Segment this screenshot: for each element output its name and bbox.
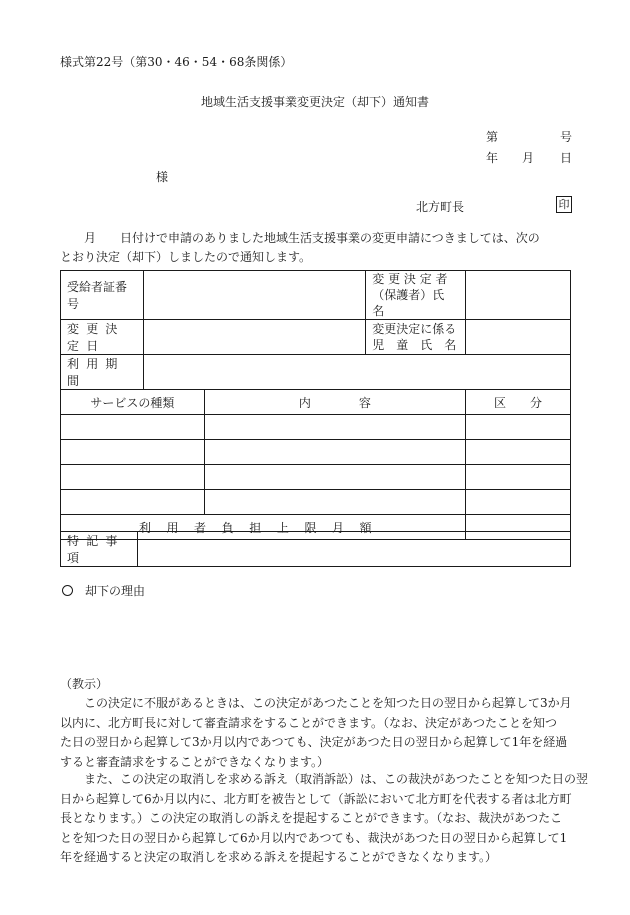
date-month: 月 (522, 151, 535, 165)
recipient-id-label: 受給者証番号 (61, 271, 144, 320)
table-row (61, 415, 571, 440)
document-title: 地域生活支援事業変更決定（却下）通知書 (200, 95, 429, 109)
number-suffix: 号 (560, 130, 573, 144)
notes-label: 特記事項 (61, 532, 138, 567)
category-cell (466, 465, 571, 490)
content-cell (204, 465, 465, 490)
recipient-id-value (143, 271, 365, 320)
intro-line-1: 月 日付けで申請のありました地域生活支援事業の変更申請につきましては、次の (60, 231, 540, 245)
decided-person-value (466, 271, 571, 320)
instruction-line: 長となります。）この決定の取消しの訴えを提起することができます。（なお、裁決があつたこ (60, 811, 563, 825)
instruction-line: 年を経過すると決定の取消しを求める訴えを提起することができなくなります。） (60, 850, 498, 864)
instruction-line: た日の翌日から起算して3か月以内であつても、決定があつた日の翌日から起算して1年を経過 (60, 735, 568, 749)
form-number: 様式第22号（第30・46・54・68条関係） (60, 55, 293, 69)
instruction-line: 以内に、北方町長に対して審査請求をすることができます。（なお、決定があつたことを知つ (60, 715, 558, 730)
service-cell (61, 465, 205, 490)
child-name-label-line1: 変更決定に係る (372, 322, 457, 336)
decided-person-label-line1: 変 更 決 定 者 (372, 272, 448, 286)
change-date-label: 変更決定日 (61, 320, 144, 355)
content-cell (204, 415, 465, 440)
notes-value (138, 532, 571, 567)
change-date-value (143, 320, 365, 355)
notes-table (60, 531, 571, 567)
date-year: 年 (486, 151, 499, 165)
table-row (61, 490, 571, 515)
category-header: 区 分 (466, 390, 571, 415)
table-row (61, 465, 571, 490)
period-label: 利用期間 (61, 355, 144, 390)
service-cell (61, 490, 205, 515)
category-cell (466, 415, 571, 440)
decided-person-label (366, 271, 466, 320)
instruction-line: とを知つた日の翌日から起算して6か月以内であつても、裁決があつた日の翌日から起算して1 (60, 830, 568, 845)
child-name-label-line2: 児 童 氏 名 (372, 338, 457, 352)
rejection-reason-label: 却下の理由 (85, 584, 146, 598)
seal-mark: 印 (556, 196, 572, 213)
instruction-line: 日から起算して6か月以内に、北方町を被告として（訴訟において北方町を代表する者は北方町 (60, 791, 572, 806)
service-type-header: サービスの種類 (61, 390, 205, 415)
number-prefix: 第 (486, 130, 499, 144)
rejection-reason (62, 582, 145, 599)
child-name-label (366, 320, 466, 355)
category-cell (466, 490, 571, 515)
addressee-suffix: 様 (156, 170, 169, 184)
content-cell (204, 440, 465, 465)
decision-table (60, 270, 571, 540)
content-cell (204, 490, 465, 515)
instruction-line: また、この決定の取消しを求める訴え（取消訴訟）は、この裁決があつたことを知つた日の翌 (60, 772, 589, 786)
instruction-line: すると審査請求をすることができなくなります。） (60, 754, 330, 769)
decided-person-label-line2: （保護者）氏 名 (372, 288, 457, 318)
circle-icon (62, 585, 73, 596)
table-row (61, 440, 571, 465)
instruction-paragraph-1 (60, 694, 575, 772)
category-cell (466, 440, 571, 465)
service-cell (61, 440, 205, 465)
limit-label: 利用者負担上限月額 (61, 515, 466, 540)
intro-text (60, 229, 572, 267)
date-day: 日 (560, 151, 573, 165)
content-header: 内 容 (204, 390, 465, 415)
period-value (143, 355, 570, 390)
instruction-paragraph-2 (60, 770, 589, 868)
instruction-title: （教示） (60, 677, 109, 691)
issuer: 北方町長 (416, 200, 465, 214)
intro-line-2: とおり決定（却下）しましたので通知します。 (60, 250, 312, 264)
instruction-line: この決定に不服があるときは、この決定があつたことを知つた日の翌日から起算して3か月 (60, 696, 572, 710)
child-name-value (466, 320, 571, 355)
service-cell (61, 415, 205, 440)
